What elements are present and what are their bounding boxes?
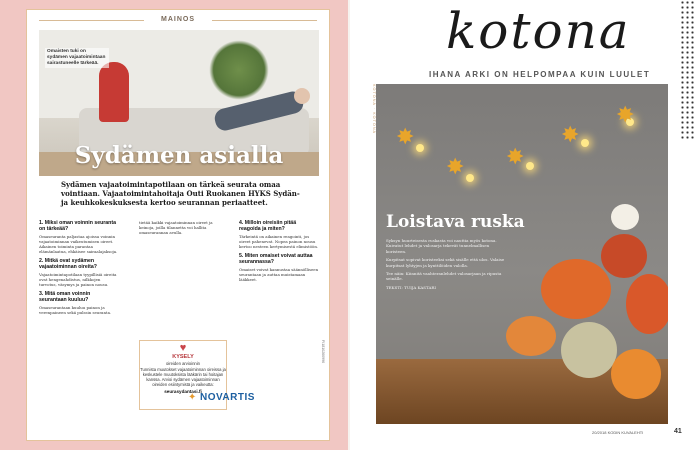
fairy-light — [526, 162, 534, 170]
survey-subtitle: oireiden arvioinnin — [166, 361, 200, 366]
question-4: 4. Milloin oireisiin pitää reagoida ja miten? — [239, 220, 297, 232]
novartis-logo-icon: ✦ — [188, 392, 197, 403]
answer-3-continued: tietää kaikki vajaatoiminnan oireet ja keinoja, joilla tilannetta voi hallita omaseurannan avulla. — [139, 220, 213, 235]
answer-4: Tärkeintä on aikainen reagointi, jos oireet pahenevat. Nopea painon nousu kertoo nesteen kertymisestä elimistöön. — [239, 234, 319, 249]
maple-leaf-icon: ✸ — [506, 144, 525, 169]
article-column-3 — [239, 220, 319, 286]
orange-pumpkin — [541, 259, 611, 319]
body-paragraph-1: Syksyn huurteisesta ruskasta voi nauttia myös kotona. Kuivatut lehdet ja valosarja tekevät tunnelmallisen koristeen. — [386, 238, 497, 254]
article-column-2 — [139, 220, 219, 239]
author-credit: TEKSTI: TUIJA KASTARI — [386, 284, 436, 290]
body-paragraph-3: Tee näin: Kiinnitä vaahteranlehdet valosarjaan ja ripusta seinälle. — [386, 271, 502, 282]
question-1: 1. Miksi oman voinnin seuranta on tärkeää? — [39, 220, 116, 232]
body-paragraph-2: Kurpitsat sopivat koristeeksi sekä sisälle että ulos. Valaise kurpitsat lyhtyjen ja kynttilöiden valolla. — [386, 257, 505, 268]
advertorial-page — [26, 9, 330, 441]
fairy-light — [581, 139, 589, 147]
question-2: 2. Mitkä ovat sydämen vajaatoiminnan oireita? — [39, 258, 97, 270]
ad-code: FI1810260996 — [321, 340, 325, 364]
article-title: Loistava ruska — [386, 212, 525, 232]
issue-footer: 20/2018 KODIN KUVALEHTI — [592, 430, 644, 435]
fairy-light — [466, 174, 474, 182]
answer-5: Omaiset voivat kannustaa säännölliseen seurantaan ja auttaa muistamaan lääkkeet. — [239, 267, 319, 282]
maple-leaf-icon: ✸ — [616, 102, 635, 127]
man-head — [294, 88, 310, 104]
woman-figure — [99, 62, 129, 122]
answer-3: Omaseurantaan kuuluu painon ja verenpaineen sekä pulssin seuranta. — [39, 305, 112, 315]
white-pumpkin — [611, 204, 639, 230]
survey-text: Tunnista muutokset vajaatoiminnan oireissa ja keskustele muutoksista lääkärin tai hoitajan kanssa. Arvioi sydämen vajaatoiminnan oireiden esiintymistä ja vaikeutta: — [140, 367, 226, 387]
section-brand: kotona — [446, 2, 631, 60]
answer-1: Omaseuranta paljastaa ajoissa voinnin vajaatoiminnan vaikeutumisen oireet. Aikainen toiminta parantaa elämänlaatua, ehkäisee sairaalajaksoja. — [39, 234, 118, 254]
advertorial-label: MAINOS — [161, 16, 195, 23]
section-tagline: IHANA ARKI ON HELPOMPAA KUIN LUULET — [429, 70, 651, 79]
maple-leaf-icon: ✸ — [446, 154, 465, 179]
living-room-photo — [39, 30, 319, 176]
orange-pumpkin — [611, 349, 661, 399]
maple-leaf-icon: ✸ — [561, 122, 580, 147]
question-5: 5. Miten omaiset voivat auttaa seurannassa? — [239, 253, 313, 265]
striped-pumpkin — [561, 322, 617, 378]
survey-title: KYSELY — [172, 354, 194, 360]
question-3: 3. Mitä oman voinnin seurantaan kuuluu? — [39, 291, 91, 303]
photo-caption: Omaisten tuki on sydämen vajaatoimintaan sairastuneelle tärkeää. — [45, 48, 109, 68]
dot-pattern-decoration — [680, 0, 696, 140]
autumn-decor-photo — [376, 84, 668, 424]
header-rule-right — [212, 20, 317, 21]
survey-url[interactable]: seurasydantasi.fi — [164, 389, 202, 394]
article-column-1 — [39, 220, 119, 319]
article-body — [386, 238, 506, 293]
orange-pumpkin — [626, 274, 668, 334]
answer-2: Vajaatoimintapotilaan tyypillisiä oireita ovat hengenahdistus, nilkkojen turvotus, väsymys ja painon nousu. — [39, 272, 117, 287]
lead-paragraph: Sydämen vajaatoimintapotilaan on tärkeä seurata omaa vointiaan. Vajaatoimintahoitaja Outi Ruokanen HYKS Sydän- ja keuhkokeskuksesta kertoo seurannan periaatteet. — [61, 180, 300, 207]
vertical-section-label: KOTONA · KOTONA — [372, 84, 376, 135]
maple-leaf-icon: ✸ — [396, 124, 415, 149]
page-number: 41 — [674, 428, 682, 435]
headline: Sydämen asialla — [74, 142, 284, 169]
plant-illustration — [209, 40, 269, 100]
sponsor-logo: NOVARTIS — [200, 392, 255, 403]
red-pumpkin — [601, 234, 647, 278]
heart-icon: ♥ — [179, 342, 187, 354]
small-pumpkin — [506, 316, 556, 356]
fairy-light — [416, 144, 424, 152]
